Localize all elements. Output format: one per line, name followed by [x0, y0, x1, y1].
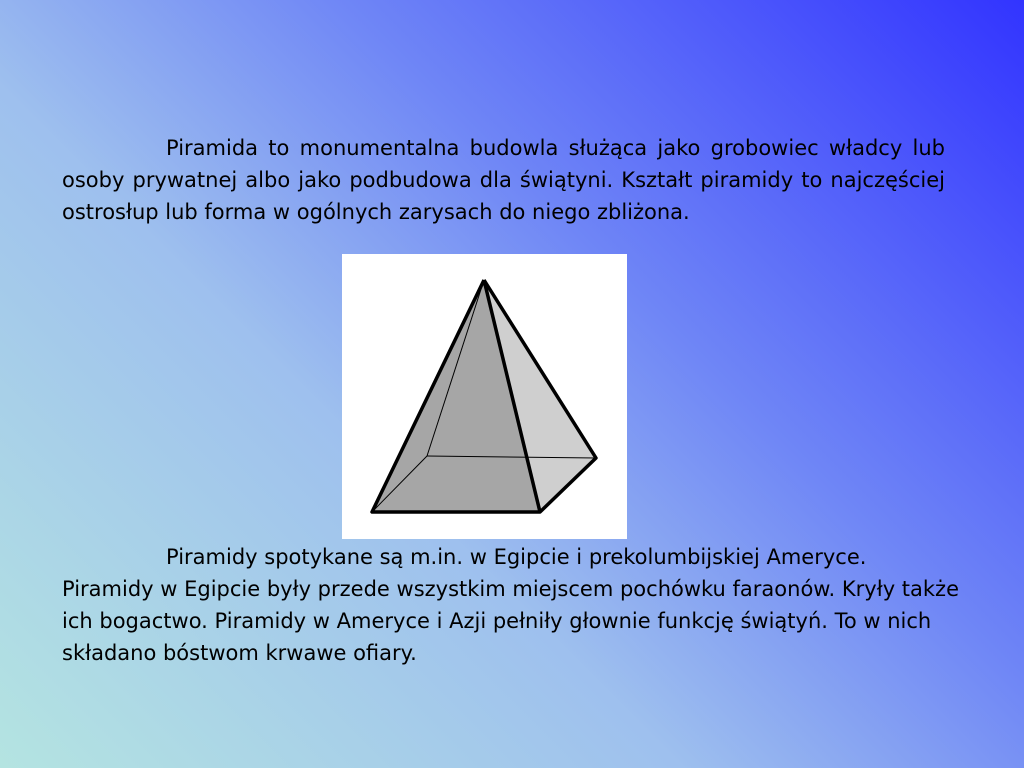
paragraph-details: Piramidy spotykane są m.in. w Egipcie i prekolumbijskiej Ameryce. Piramidy w Egipcie były przede wszystkim miejscem pochówku faraonów. Kryły także ich bogactwo. Piramidy w Ameryce i Azji pełniły głownie funkcję świątyń. To w nich składano bóstwom krwawe ofiary.: [62, 545, 960, 665]
pyramid-icon: [342, 254, 627, 539]
pyramid-figure: [342, 254, 627, 539]
paragraph-intro: Piramida to monumentalna budowla służąca jako grobowiec władcy lub osoby prywatnej albo jako podbudowa dla świątyni. Kształt piramidy to najczęściej ostrosłup lub forma w ogólnych zarysach do niego zbliżona.: [62, 136, 945, 224]
